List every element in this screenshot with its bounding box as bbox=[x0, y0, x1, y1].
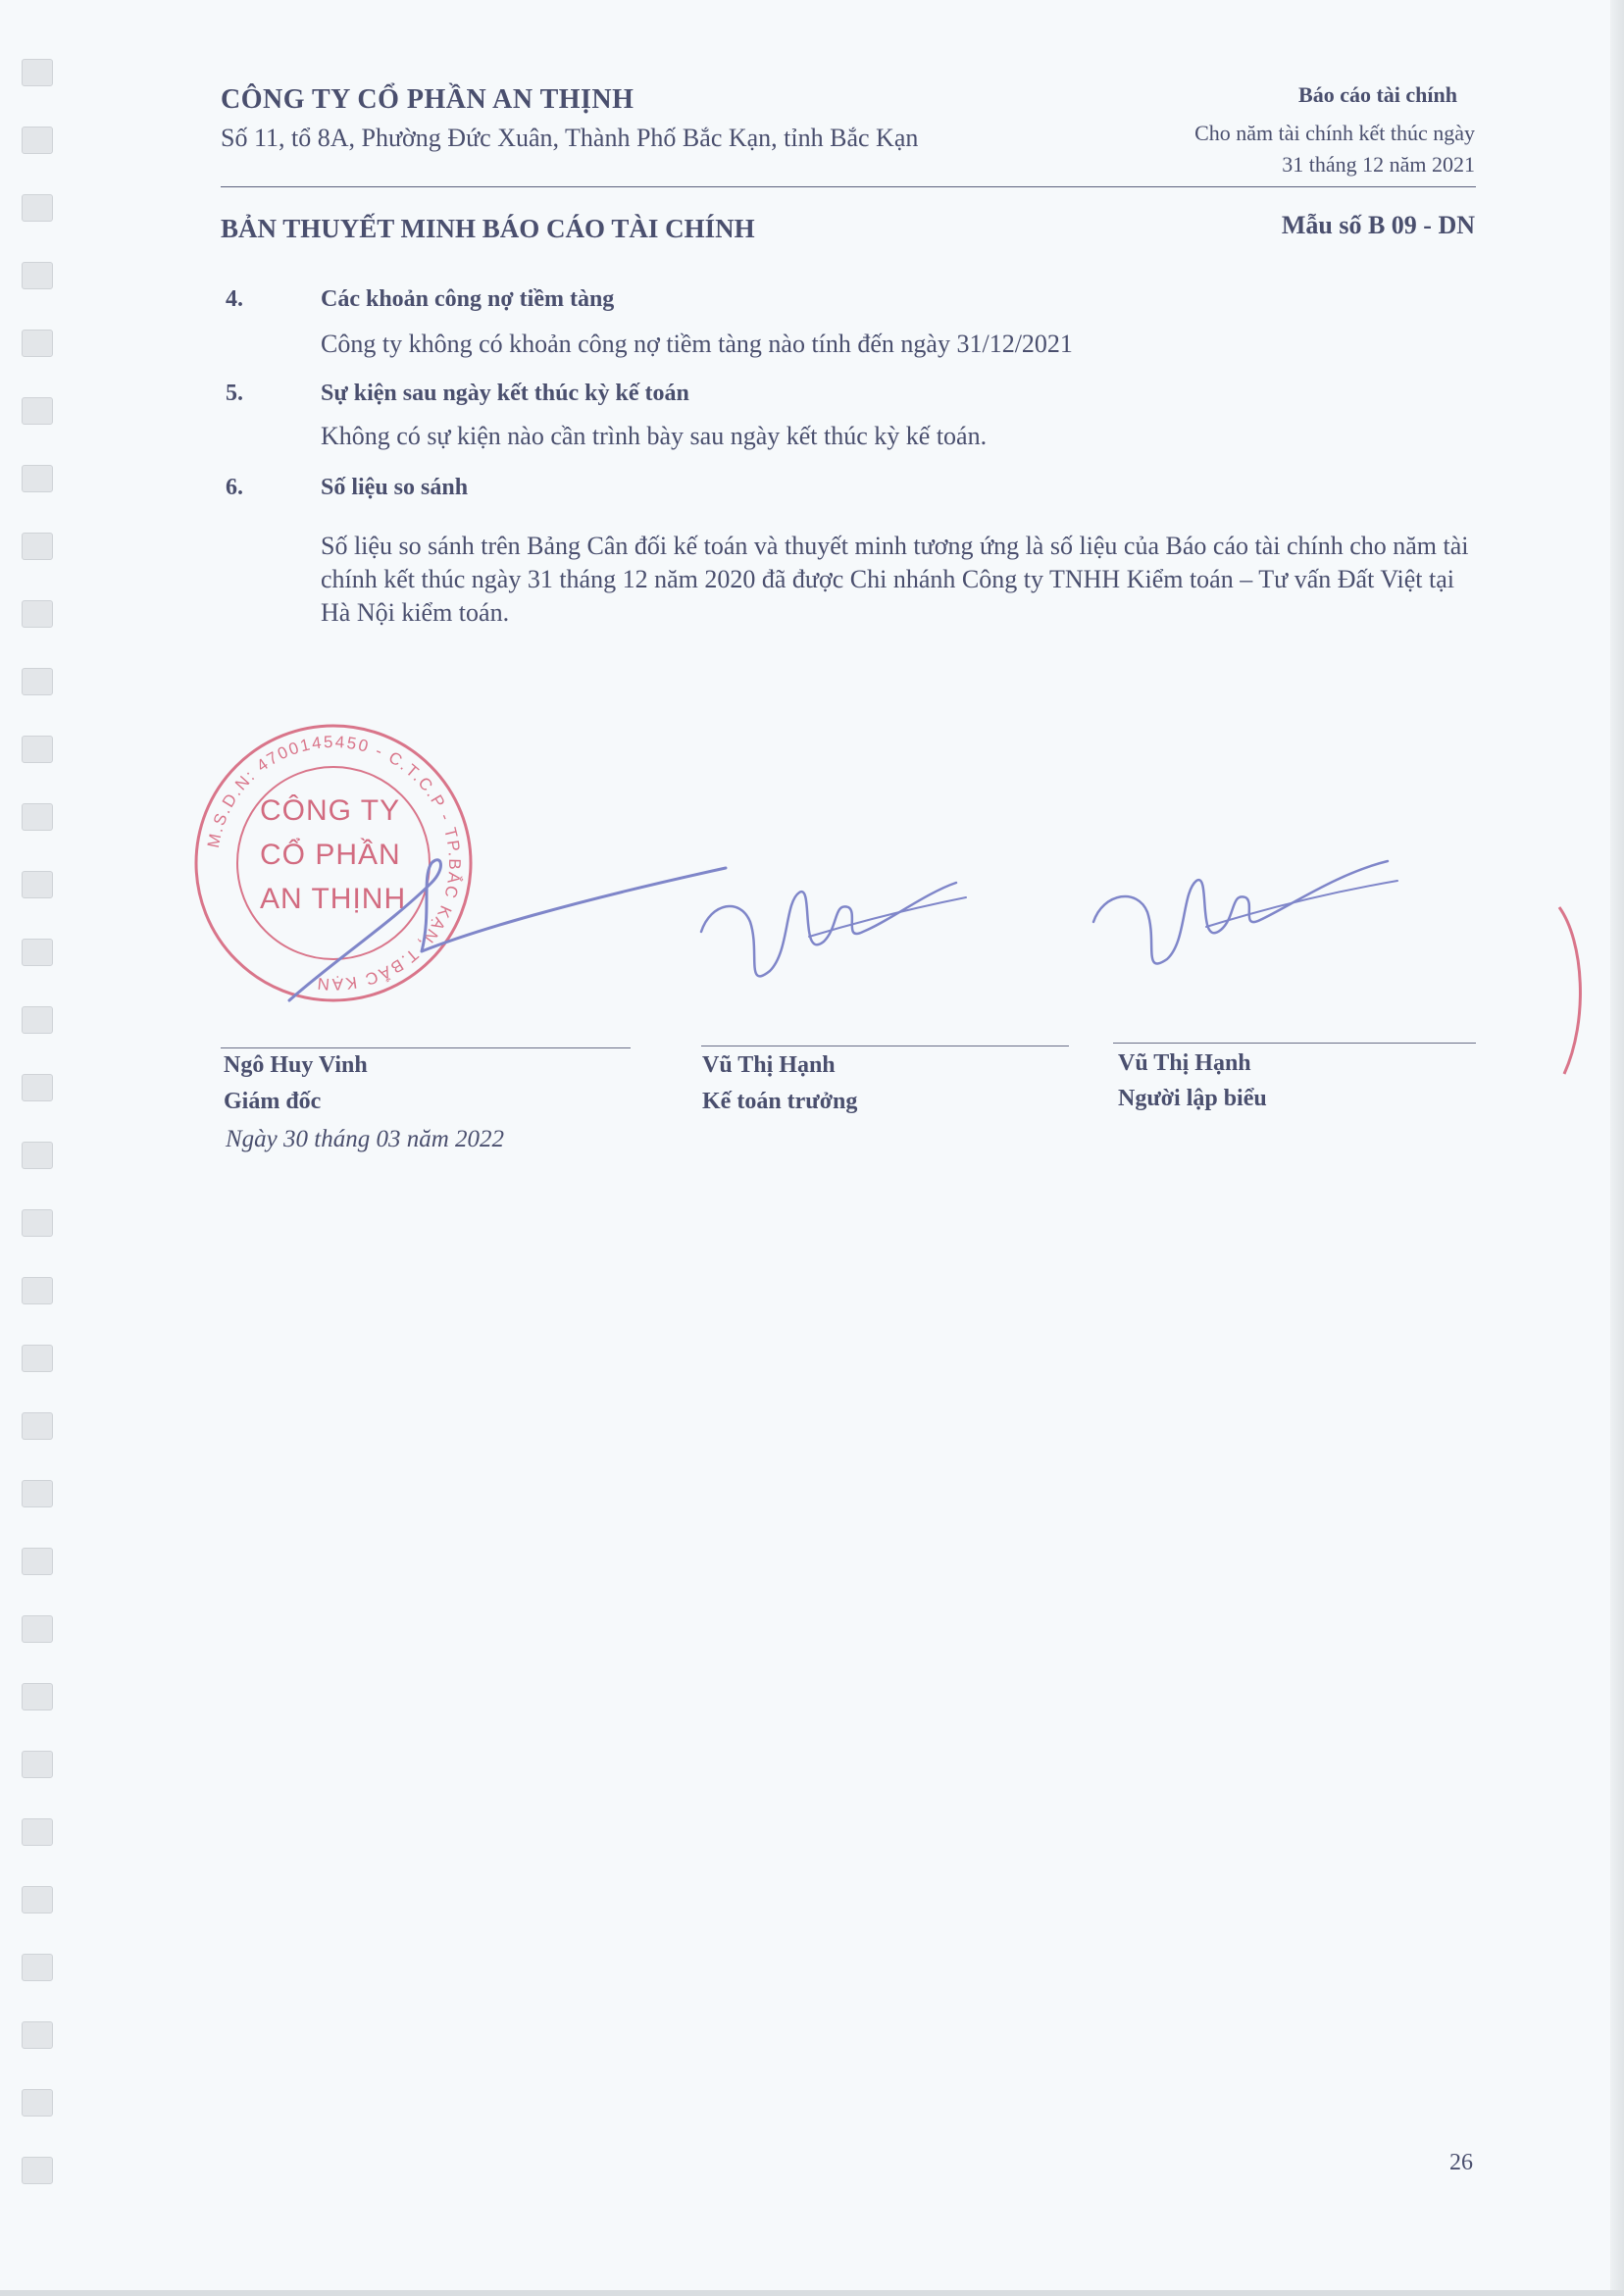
binding-hole bbox=[22, 2021, 53, 2049]
binding-hole bbox=[22, 668, 53, 695]
signature-line bbox=[1113, 1043, 1476, 1044]
chief-accountant-signature bbox=[691, 863, 976, 1000]
binding-hole bbox=[22, 397, 53, 425]
binding-hole bbox=[22, 1074, 53, 1101]
binding-hole bbox=[22, 2157, 53, 2184]
binding-hole bbox=[22, 1142, 53, 1169]
section-heading: Các khoản công nợ tiềm tàng bbox=[321, 286, 615, 312]
section-heading: Sự kiện sau ngày kết thúc kỳ kế toán bbox=[321, 381, 689, 406]
signatory-name: Vũ Thị Hạnh bbox=[1118, 1050, 1251, 1076]
section-number: 5. bbox=[226, 381, 243, 406]
section-heading: Số liệu so sánh bbox=[321, 475, 469, 500]
binding-hole bbox=[22, 1548, 53, 1575]
binding-hole bbox=[22, 1615, 53, 1643]
header-divider bbox=[221, 186, 1476, 187]
binding-holes bbox=[22, 59, 61, 2224]
binding-hole bbox=[22, 533, 53, 560]
binding-hole bbox=[22, 939, 53, 966]
report-period bbox=[1194, 118, 1475, 180]
stamp-line: AN THỊNH bbox=[260, 883, 407, 915]
binding-hole bbox=[22, 262, 53, 289]
company-name: CÔNG TY CỔ PHẦN AN THỊNH bbox=[221, 84, 634, 115]
signatory-name: Vũ Thị Hạnh bbox=[702, 1052, 836, 1078]
binding-hole bbox=[22, 736, 53, 763]
signing-date: Ngày 30 tháng 03 năm 2022 bbox=[226, 1126, 505, 1152]
section-number: 4. bbox=[226, 286, 243, 312]
binding-hole bbox=[22, 1277, 53, 1304]
company-address: Số 11, tổ 8A, Phường Đức Xuân, Thành Phố Bắc Kạn, tỉnh Bắc Kạn bbox=[221, 124, 919, 152]
signature-line bbox=[221, 1047, 631, 1048]
binding-hole bbox=[22, 2089, 53, 2117]
binding-hole bbox=[22, 59, 53, 86]
binding-hole bbox=[22, 1751, 53, 1778]
signatory-role: Giám đốc bbox=[224, 1089, 322, 1114]
stamp-ring-text: M.S.D.N: 4700145450 - C.T.C.P - TP.BẮC KẠN, T.BẮC KẠN bbox=[203, 732, 465, 995]
report-title: Báo cáo tài chính bbox=[1298, 82, 1457, 107]
report-period-line2: 31 tháng 12 năm 2021 bbox=[1282, 152, 1475, 177]
section-body: Không có sự kiện nào cần trình bày sau ngày kết thúc kỳ kế toán. bbox=[321, 422, 988, 450]
binding-hole bbox=[22, 127, 53, 154]
binding-hole bbox=[22, 330, 53, 357]
section-number: 6. bbox=[226, 475, 243, 500]
signatory-name: Ngô Huy Vinh bbox=[224, 1052, 368, 1078]
stamp-line: CỔ PHẦN bbox=[260, 839, 401, 871]
document-title: BẢN THUYẾT MINH BÁO CÁO TÀI CHÍNH bbox=[221, 214, 755, 243]
section-paragraph: Số liệu so sánh trên Bảng Cân đối kế toán và thuyết minh tương ứng là số liệu của Báo cáo tài chính cho năm tài chính kết thúc ngày 31 tháng 12 năm 2020 đã được Chi nhánh Công ty TNHH Kiểm toán – Tư vấn Đất Việt tại Hà Nội kiểm toán. bbox=[321, 532, 1469, 627]
page-bottom-edge bbox=[0, 2290, 1624, 2296]
binding-hole bbox=[22, 194, 53, 222]
binding-hole bbox=[22, 803, 53, 831]
binding-hole bbox=[22, 1886, 53, 1913]
report-period-line1: Cho năm tài chính kết thúc ngày bbox=[1194, 121, 1475, 145]
binding-hole bbox=[22, 465, 53, 492]
signatory-role: Kế toán trưởng bbox=[702, 1089, 858, 1114]
binding-hole bbox=[22, 1954, 53, 1981]
form-code: Mẫu số B 09 - DN bbox=[1281, 211, 1475, 239]
section-body: Công ty không có khoản công nợ tiềm tàng nào tính đến ngày 31/12/2021 bbox=[321, 330, 1073, 358]
binding-hole bbox=[22, 1818, 53, 1846]
binding-hole bbox=[22, 1006, 53, 1034]
page-number: 26 bbox=[1449, 2150, 1473, 2175]
preparer-signature bbox=[1084, 843, 1407, 991]
binding-hole bbox=[22, 1480, 53, 1507]
binding-hole bbox=[22, 1209, 53, 1237]
binding-hole bbox=[22, 1683, 53, 1710]
director-signature bbox=[275, 843, 745, 1010]
binding-hole bbox=[22, 871, 53, 898]
binding-hole bbox=[22, 600, 53, 628]
stamp-line: CÔNG TY bbox=[260, 794, 401, 827]
signatory-role: Người lập biểu bbox=[1118, 1086, 1267, 1111]
partial-stamp-arc bbox=[1540, 902, 1599, 1079]
binding-hole bbox=[22, 1345, 53, 1372]
page-edge-shadow bbox=[1610, 0, 1624, 2296]
binding-hole bbox=[22, 1412, 53, 1440]
